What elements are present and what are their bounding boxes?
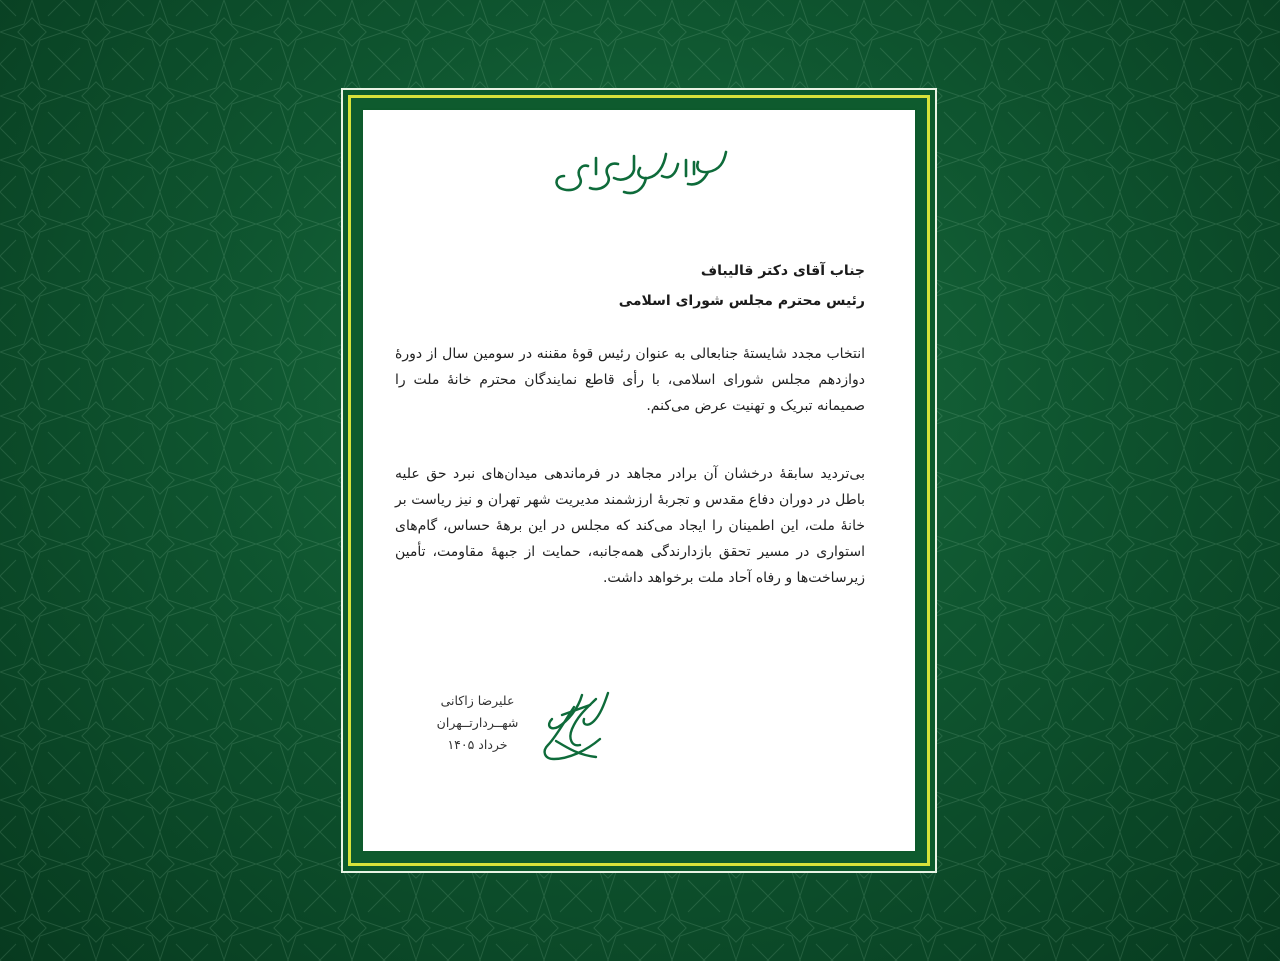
sender-title: شهــردارتــهران — [436, 715, 519, 730]
basmala-calligraphy — [548, 140, 733, 205]
letter-paper — [363, 110, 915, 851]
signature — [538, 685, 616, 770]
sender-block — [425, 690, 530, 756]
sender-name: علیرضا زاکانی — [440, 693, 515, 708]
addressee-name: جناب آقای دکتر قالیباف — [700, 263, 865, 279]
addressee-title: رئیس محترم مجلس شورای اسلامی — [618, 293, 865, 309]
letter-date: خرداد ۱۴۰۵ — [447, 737, 508, 752]
letter-paragraph-1: انتخاب مجدد شایستهٔ جنابعالی به عنوان رئیس قوهٔ مقننه در سومین سال از دورهٔ دوازدهم مجلس شورای اسلامی، با رأی قاطع نمایندگان محترم خانهٔ ملت را صمیمانه تبریک و تهنیت عرض می‌کنم. — [395, 346, 865, 414]
letter-paragraph-2: بی‌تردید سابقهٔ درخشان آن برادر مجاهد در فرماندهی میدان‌های نبرد حق علیه باطل در دوران دفاع مقدس و تجربهٔ ارزشمند مدیریت شهر تهران و نیز ریاست بر خانهٔ ملت، این اطمینان را ایجاد می‌کند که مجلس در این برههٔ حساس، گام‌های استواری در مسیر تحقق بازدارندگی همه‌جانبه، حمایت از جبههٔ مقاومت، تأمین زیرساخت‌ها و رفاه آحاد ملت برخواهد داشت. — [395, 466, 865, 586]
addressee — [395, 256, 865, 316]
